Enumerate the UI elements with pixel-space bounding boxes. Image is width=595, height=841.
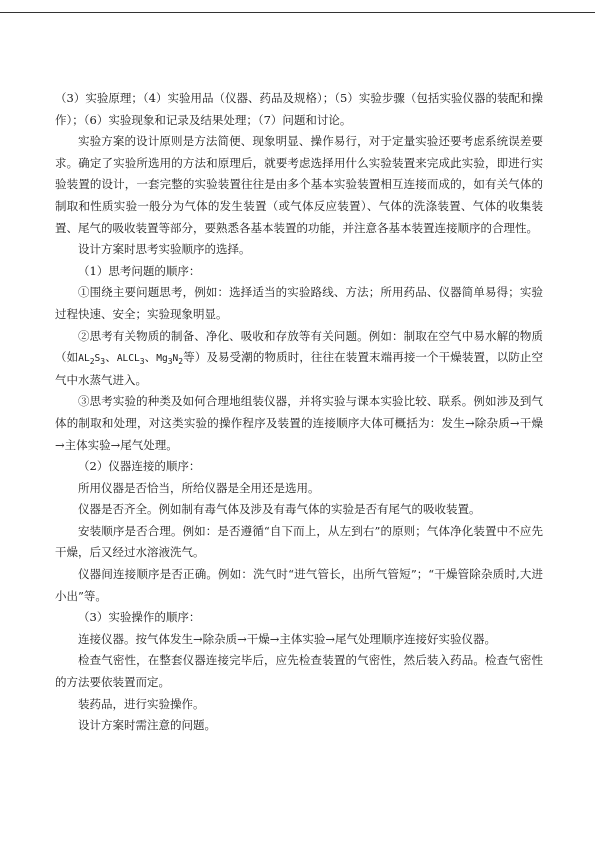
paragraph-p13: （3）实验操作的顺序： [78,610,201,625]
paragraph-p15: 检查气密性，在整套仪器连接完毕后，应先检查装置的气密性，然后装入药品。检查气密性的方法要依装置而定。 [55,653,543,690]
p6-before: ②思考有关物质的制备、净化、吸收和存放等有关问题。例如：制取在空气中易水解的物质（如 [55,328,543,365]
paragraph-p11: 安装顺序是否合理。例如：是否遵循“自下而上，从左到右”的原则；气体净化装置中不应先干燥，后又经过水溶液洗气。 [55,523,543,560]
paragraph-p6: ②思考有关物质的制备、净化、吸收和存放等有关问题。例如：制取在空气中易水解的物质（如$AL_2S_3$、$ALCL_3$、$Mg_3N_2$等）及易受潮的物质时，往往在装置末端再接一个干燥装置，以防止空气中水蒸气进入。 [55,328,544,387]
formula-al2s3: $AL_2S_3$ [78,353,106,367]
paragraph-p5: ①围绕主要问题思考，例如：选择适当的实验路线、方法；所用药品、仪器简单易得；实验过程快速、安全；实验现象明显。 [55,285,543,321]
paragraph-p7: ③思考实验的种类及如何合理地组装仪器，并将实验与课本实验比较、联系。例如涉及到气体的制取和处理，对这类实验的操作程序及装置的连接顺序大体可概括为：发生→除杂质→干燥→主体实验→尾气处理。 [55,394,543,452]
paragraph-p10: 仪器是否齐全。例如制有毒气体及涉及有毒气体的实验是否有尾气的吸收装置。 [78,502,481,517]
document-body [55,88,543,737]
paragraph-p16: 装药品，进行实验操作。 [78,696,205,711]
formula-mg3n2: $Mg_3N_2$ [156,353,184,367]
paragraph-p1: （3）实验原理；（4）实验用品（仪器、药品及规格）；（5）实验步骤（包括实验仪器的装配和操作）；（6）实验现象和记录及结果处理；（7）问题和讨论。 [55,91,543,127]
p6-after: 等）及易受潮的物质时，往往在装置末端再接一个干燥装置，以防止空气中水蒸气进入。 [55,350,544,387]
paragraph-p14: 连接仪器。按气体发生→除杂质→干燥→主体实验→尾气处理顺序连接好实验仪器。 [78,631,497,646]
paragraph-p2: 实验方案的设计原则是方法简便、现象明显、操作易行，对于定量实验还要考虑系统误差要求。确定了实验所选用的方法和原理后，就要考虑选择用什么实验装置来完成此实验，即进行实验装置的设计，一套完整的实验装置往往是由多个基本实验装置相互连接而成的，如有关气体的制取和性质实验一般分为气体的发生装置（或气体反应装置）、气体的洗涤装置、气体的收集装置、尾气的吸收装置等部分，要熟悉各基本装置的功能，并注意各基本装置连接顺序的合理性。 [55,134,543,235]
header-rule [0,12,595,13]
paragraph-p12: 仪器间连接顺序是否正确。例如：洗气时“进气管长，出所气管短”；“干燥管除杂质时,大进小出”等。 [55,567,543,603]
paragraph-p8: （2）仪器连接的顺序： [78,459,201,474]
paragraph-p3: 设计方案时思考实验顺序的选择。 [78,242,251,257]
paragraph-p17: 设计方案时需注意的问题。 [78,718,216,733]
paragraph-p9: 所用仪器是否恰当，所给仪器是全用还是选用。 [78,480,320,495]
formula-alcl3: $ALCL_3$ [116,353,145,367]
paragraph-p4: （1）思考问题的顺序： [78,263,201,278]
